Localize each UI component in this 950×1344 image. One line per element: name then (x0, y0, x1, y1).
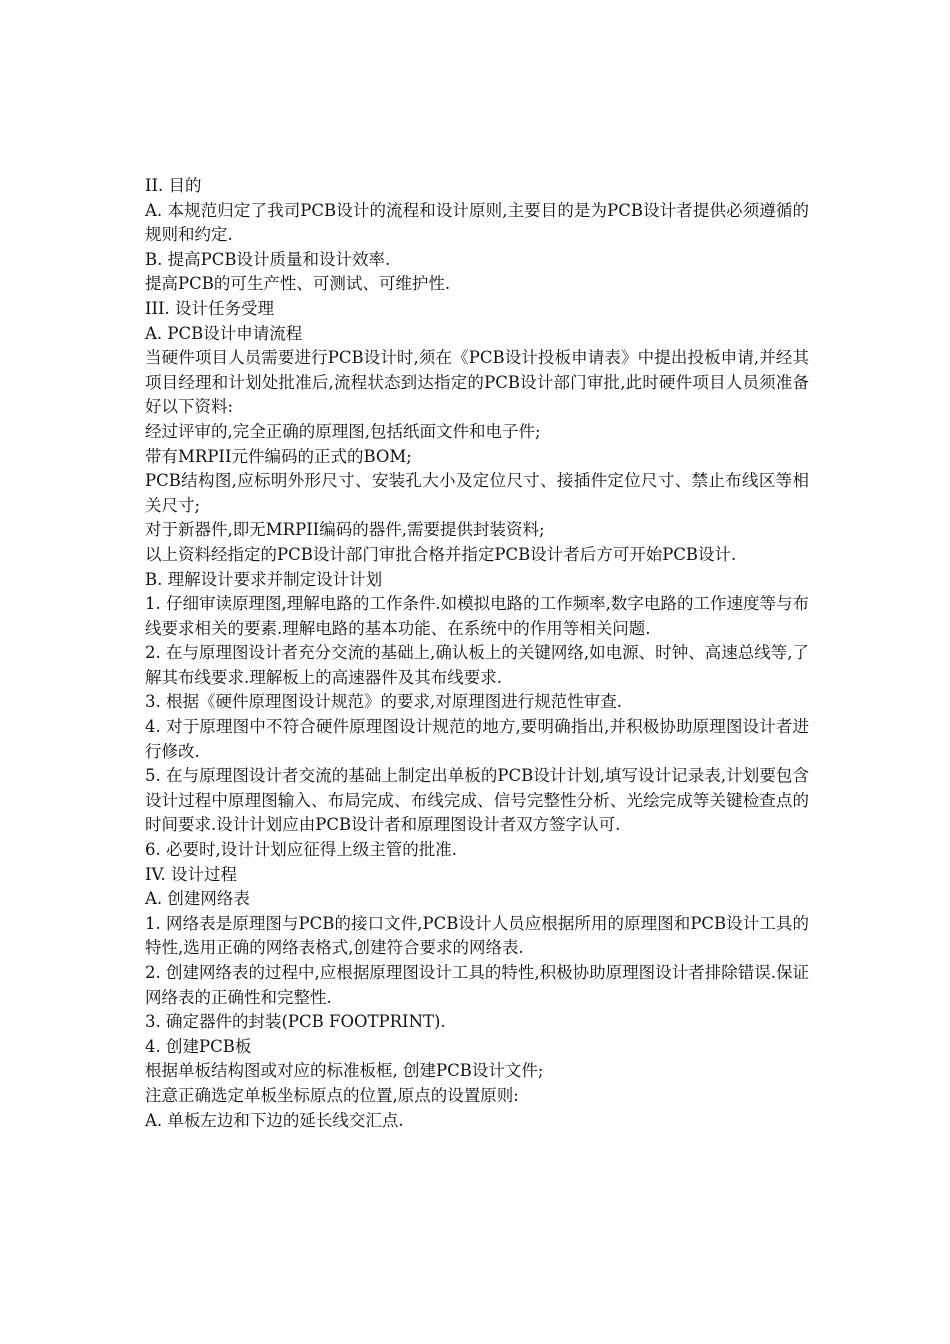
paragraph: PCB结构图,应标明外形尺寸、安装孔大小及定位尺寸、接插件定位尺寸、禁止布线区等相关尺寸; (145, 471, 809, 515)
paragraph: A. 本规范归定了我司PCB设计的流程和设计原则,主要目的是为PCB设计者提供必须遵循的规则和约定. (145, 200, 809, 245)
subsection-heading: A. PCB设计申请流程 (145, 323, 303, 343)
paragraph: 根据单板结构图或对应的标准板框, 创建PCB设计文件; (145, 1061, 544, 1081)
paragraph: 1. 网络表是原理图与PCB的接口文件,PCB设计人员应根据所用的原理图和PCB设计工具的特性,选用正确的网络表格式,创建符合要求的网络表. (145, 913, 809, 958)
subsection-heading: B. 理解设计要求并制定设计计划 (145, 569, 383, 589)
paragraph: 1. 仔细审读原理图,理解电路的工作条件.如模拟电路的工作频率,数字电路的工作速度等与布线要求相关的要素.理解电路的基本功能、在系统中的作用等相关问题. (145, 594, 809, 638)
paragraph: 2. 创建网络表的过程中,应根据原理图设计工具的特性,积极协助原理图设计者排除错误.保证网络表的正确性和完整性. (145, 963, 809, 1007)
paragraph: 2. 在与原理图设计者充分交流的基础上,确认板上的关键网络,如电源、时钟、高速总线等,了解其布线要求.理解板上的高速器件及其布线要求. (145, 643, 809, 687)
subsection-heading: A. 创建网络表 (145, 889, 250, 909)
paragraph: B. 提高PCB设计质量和设计效率. (145, 249, 391, 269)
document-body (145, 174, 809, 1133)
paragraph: 对于新器件,即无MRPII编码的器件,需要提供封装资料; (145, 520, 545, 540)
paragraph: 注意正确选定单板坐标原点的位置,原点的设置原则: (145, 1085, 519, 1105)
paragraph: A. 单板左边和下边的延长线交汇点. (145, 1110, 404, 1130)
paragraph: 以上资料经指定的PCB设计部门审批合格并指定PCB设计者后方可开始PCB设计. (145, 544, 737, 564)
section-heading-design-process: IV. 设计过程 (145, 864, 238, 884)
paragraph: 提高PCB的可生产性、可测试、可维护性. (145, 274, 451, 294)
paragraph: 3. 确定器件的封装(PCB FOOTPRINT). (145, 1012, 446, 1032)
paragraph: 6. 必要时,设计计划应征得上级主管的批准. (145, 840, 457, 860)
paragraph: 3. 根据《硬件原理图设计规范》的要求,对原理图进行规范性审查. (145, 692, 622, 712)
section-heading-task-acceptance: III. 设计任务受理 (145, 298, 275, 318)
paragraph: 经过评审的,完全正确的原理图,包括纸面文件和电子件; (145, 421, 541, 441)
section-heading-purpose: II. 目的 (145, 176, 202, 195)
paragraph: 4. 创建PCB板 (145, 1036, 252, 1056)
paragraph: 5. 在与原理图设计者交流的基础上制定出单板的PCB设计计划,填写设计记录表,计划要包含设计过程中原理图输入、布局完成、布线完成、信号完整性分析、光绘完成等关键检查点的时间要求.设计计划应由PCB设计者和原理图设计者双方签字认可. (145, 766, 809, 835)
paragraph: 4. 对于原理图中不符合硬件原理图设计规范的地方,要明确指出,并积极协助原理图设计者进行修改. (145, 717, 809, 761)
paragraph: 带有MRPII元件编码的正式的BOM; (145, 446, 412, 466)
paragraph: 当硬件项目人员需要进行PCB设计时,须在《PCB设计投板申请表》中提出投板申请,并经其项目经理和计划处批准后,流程状态到达指定的PCB设计部门审批,此时硬件项目人员须准备好以下资料: (145, 348, 809, 417)
